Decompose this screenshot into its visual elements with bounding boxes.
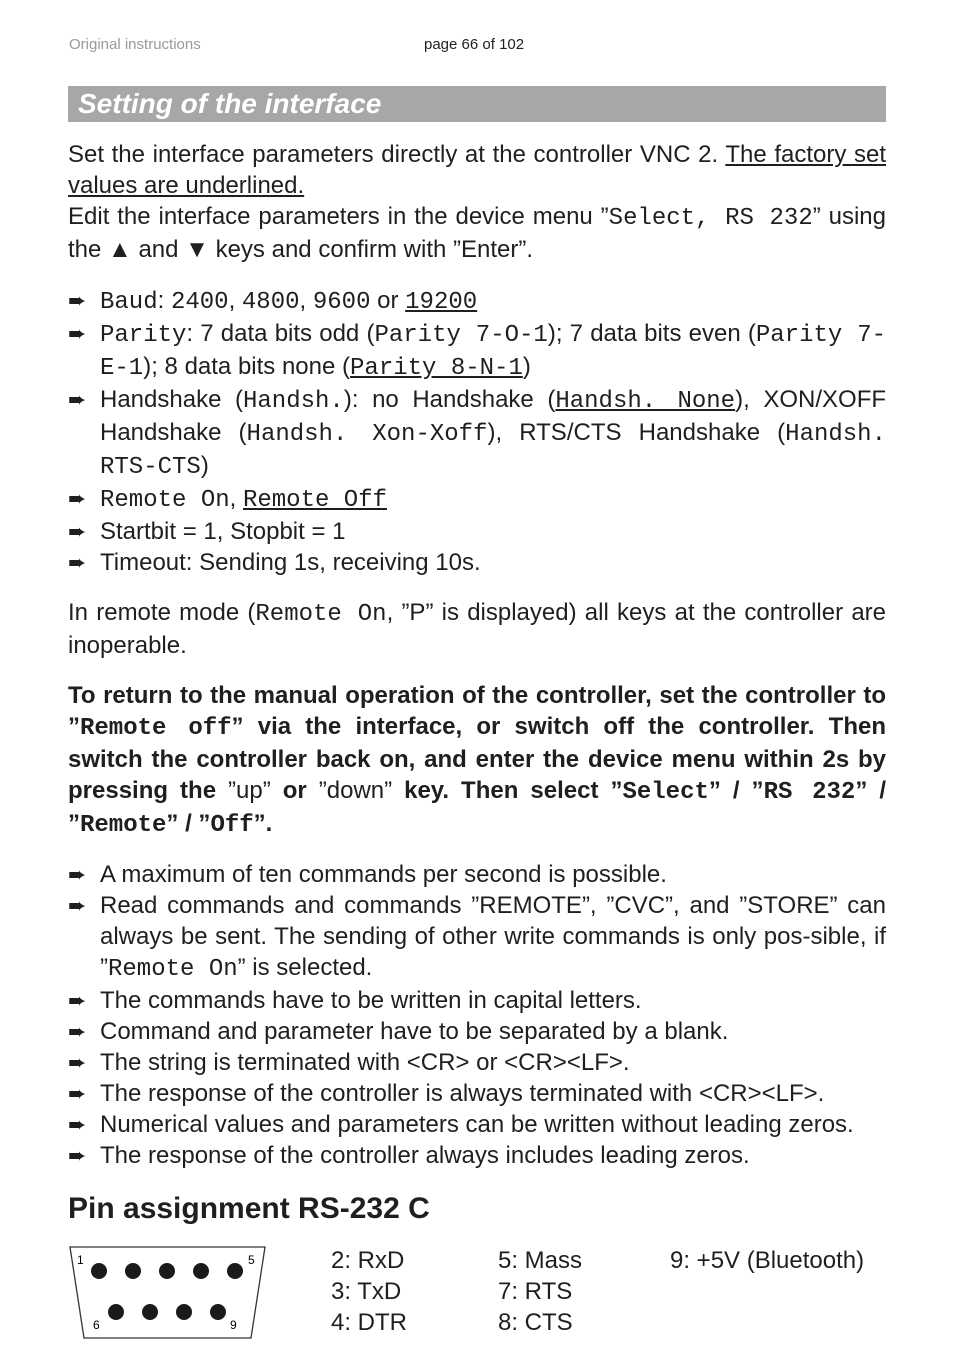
- arrow-icon: ➨: [68, 288, 87, 313]
- list-item-startbit: [68, 516, 886, 547]
- pin-column: [331, 1245, 407, 1338]
- pin-number-label: 1: [77, 1253, 84, 1267]
- warning-text: ”.: [253, 810, 273, 837]
- baud-2400: 2400: [170, 289, 229, 316]
- rule-item: [68, 859, 886, 890]
- arrow-icon: ➨: [68, 519, 87, 544]
- pin-column: [498, 1245, 582, 1338]
- pin-dot: [125, 1263, 141, 1279]
- parity-label: Parity: [100, 322, 187, 349]
- rule-text: Read commands and commands ”REMOTE”, ”CVC”, and ”STORE” can always be sent. The sending of other write commands is only pos-sible, if ”: [100, 892, 886, 981]
- page-number: page 66 of 102: [424, 36, 525, 53]
- pin-dot: [142, 1304, 158, 1320]
- pin-dot: [193, 1263, 209, 1279]
- arrow-icon: ➨: [68, 893, 87, 918]
- arrow-icon: ➨: [68, 486, 87, 511]
- rule-item: [68, 1016, 886, 1047]
- baud-4800: 4800: [241, 289, 300, 316]
- header-document-type: Original instructions: [69, 36, 201, 53]
- parity-text: ); 8 data bits none (: [143, 353, 351, 380]
- separator: ,: [229, 485, 243, 512]
- arrow-icon: ➨: [68, 1143, 87, 1168]
- rule-text: The response of the controller always includes leading zeros.: [100, 1142, 750, 1169]
- rule-item: [68, 1078, 886, 1109]
- pin-assignment-heading: Pin assignment RS-232 C: [68, 1192, 430, 1225]
- remote-mode-text: In remote mode (: [68, 599, 256, 626]
- warning-paragraph: [68, 680, 886, 841]
- parity-7o1: Parity 7-O-1: [374, 322, 548, 349]
- or-text: or: [370, 287, 406, 314]
- pin-number-label: 6: [93, 1318, 100, 1332]
- pin-dot: [108, 1304, 124, 1320]
- remote-code: Remote: [80, 812, 167, 839]
- pin-dot: [176, 1304, 192, 1320]
- handshake-text: ), XON/XOFF Handshake (: [100, 386, 887, 446]
- warning-text: or: [270, 777, 319, 804]
- list-item-parity: [68, 318, 886, 384]
- arrow-icon: ➨: [68, 387, 87, 412]
- rule-item: [68, 1140, 886, 1171]
- handshake-menu: Handsh.: [243, 388, 344, 415]
- pin-entry: 3: TxD: [331, 1278, 402, 1305]
- list-item-baud: [68, 285, 886, 318]
- warning-text: key. Then select ”: [392, 777, 623, 804]
- rule-text: Numerical values and parameters can be written without leading zeros.: [100, 1111, 854, 1138]
- list-item-remote: [68, 483, 886, 516]
- baud-9600: 9600: [312, 289, 371, 316]
- baud-19200-default: 19200: [405, 289, 478, 316]
- pin-dot: [227, 1263, 243, 1279]
- remote-off-code: Remote off: [80, 715, 232, 742]
- timeout-text: Timeout: Sending 1s, receiving 10s.: [100, 549, 481, 576]
- menu-path: Select, RS 232: [608, 205, 813, 232]
- pin-entry: 5: Mass: [498, 1247, 583, 1274]
- rule-text: The response of the controller is always terminated with <CR><LF>.: [100, 1080, 825, 1107]
- pin-dot: [159, 1263, 175, 1279]
- command-rules-list: [68, 859, 886, 1171]
- arrow-icon: ➨: [68, 1081, 87, 1106]
- menu-instruction: Edit the interface parameters in the device menu ”: [68, 203, 609, 230]
- factory-values-note: The factory set values are underlined.: [68, 141, 887, 199]
- handshake-text: Handshake (: [100, 386, 243, 413]
- rule-item: [68, 1047, 886, 1078]
- remote-off-default: Remote Off: [242, 487, 387, 514]
- handshake-text: ): no Handshake (: [343, 386, 556, 413]
- arrow-icon: ➨: [68, 1019, 87, 1044]
- down-key: ”down”: [318, 777, 393, 804]
- pin-entry: 7: RTS: [498, 1278, 573, 1305]
- select-code: Select: [622, 779, 709, 806]
- colon: :: [157, 287, 171, 314]
- arrow-icon: ➨: [68, 862, 87, 887]
- baud-label: Baud: [100, 289, 158, 316]
- up-key: ”up”: [228, 777, 271, 804]
- pin-entry: 2: RxD: [331, 1247, 405, 1274]
- parity-text: ); 7 data bits even (: [547, 320, 756, 347]
- remote-mode-text: , ”P” is displayed) all keys at the controller are inoperable.: [68, 599, 887, 659]
- pin-dot: [210, 1304, 226, 1320]
- rule-text: Command and parameter have to be separated by a blank.: [100, 1018, 729, 1045]
- rule-text: The string is terminated with <CR> or <CR><LF>.: [100, 1049, 630, 1076]
- pin-entry: 9: +5V (Bluetooth): [670, 1247, 865, 1274]
- warning-text: ” / ”: [68, 777, 887, 837]
- pin-entry: 4: DTR: [331, 1309, 408, 1336]
- pin-number-label: 9: [230, 1318, 237, 1332]
- remote-on: Remote On: [100, 487, 230, 514]
- rule-text: ” is selected.: [237, 954, 373, 981]
- rule-item: [68, 985, 886, 1016]
- rule-item: [68, 890, 886, 985]
- section-title: Setting of the interface: [68, 86, 886, 122]
- arrow-icon: ➨: [68, 1050, 87, 1075]
- handshake-none-default: Handsh. None: [555, 388, 736, 415]
- rule-text: A maximum of ten commands per second is possible.: [100, 861, 667, 888]
- arrow-icon: ➨: [68, 988, 87, 1013]
- off-code: Off: [210, 812, 254, 839]
- intro-text: Set the interface parameters directly at the controller VNC 2.: [68, 141, 726, 168]
- list-item-handshake: [68, 384, 886, 483]
- list-item-timeout: [68, 547, 886, 578]
- pin-entry: 8: CTS: [498, 1309, 573, 1336]
- warning-text: To return to the manual operation of the controller, set the controller to ”: [68, 682, 886, 740]
- warning-text: ” / ”: [708, 777, 764, 804]
- pin-dot: [91, 1263, 107, 1279]
- arrow-icon: ➨: [68, 321, 87, 346]
- rule-text: The commands have to be written in capital letters.: [100, 987, 642, 1014]
- intro-paragraph: [68, 139, 886, 265]
- parity-text: ): [522, 353, 531, 380]
- arrow-icon: ➨: [68, 1112, 87, 1137]
- remote-on-code: Remote On: [255, 601, 387, 628]
- pin-number-label: 5: [248, 1253, 255, 1267]
- handshake-rts-cts: Handsh. RTS-CTS: [100, 421, 886, 481]
- parity-8n1-default: Parity 8-N-1: [350, 355, 523, 382]
- parameter-list: [68, 285, 886, 578]
- parity-text: : 7 data bits odd (: [186, 320, 375, 347]
- warning-text: ” / ”: [166, 810, 211, 837]
- db9-connector-diagram: [68, 1245, 268, 1341]
- warning-text: ” via the interface, or switch off the controller. Then switch the controller back on, and enter the device menu within 2s by pressing the: [68, 713, 886, 804]
- rs232-code: RS 232: [763, 779, 856, 806]
- separator: ,: [299, 287, 313, 314]
- rule-item: [68, 1109, 886, 1140]
- menu-instruction-end: ” using the ▲ and ▼ keys and confirm with ”Enter”.: [68, 203, 886, 263]
- main-content: [68, 139, 886, 1345]
- remote-mode-paragraph: [68, 597, 886, 661]
- arrow-icon: ➨: [68, 550, 87, 575]
- pin-assignment-section: [68, 1245, 886, 1345]
- startbit-text: Startbit = 1, Stopbit = 1: [100, 518, 346, 545]
- parity-7e1: Parity 7-E-1: [100, 322, 887, 382]
- separator: ,: [228, 287, 242, 314]
- handshake-text: ), RTS/CTS Handshake (: [487, 419, 786, 446]
- handshake-text: ): [200, 452, 209, 479]
- handshake-xon-xoff: Handsh. Xon-Xoff: [246, 421, 488, 448]
- pin-column: [670, 1245, 864, 1276]
- remote-on-code: Remote On: [108, 956, 238, 983]
